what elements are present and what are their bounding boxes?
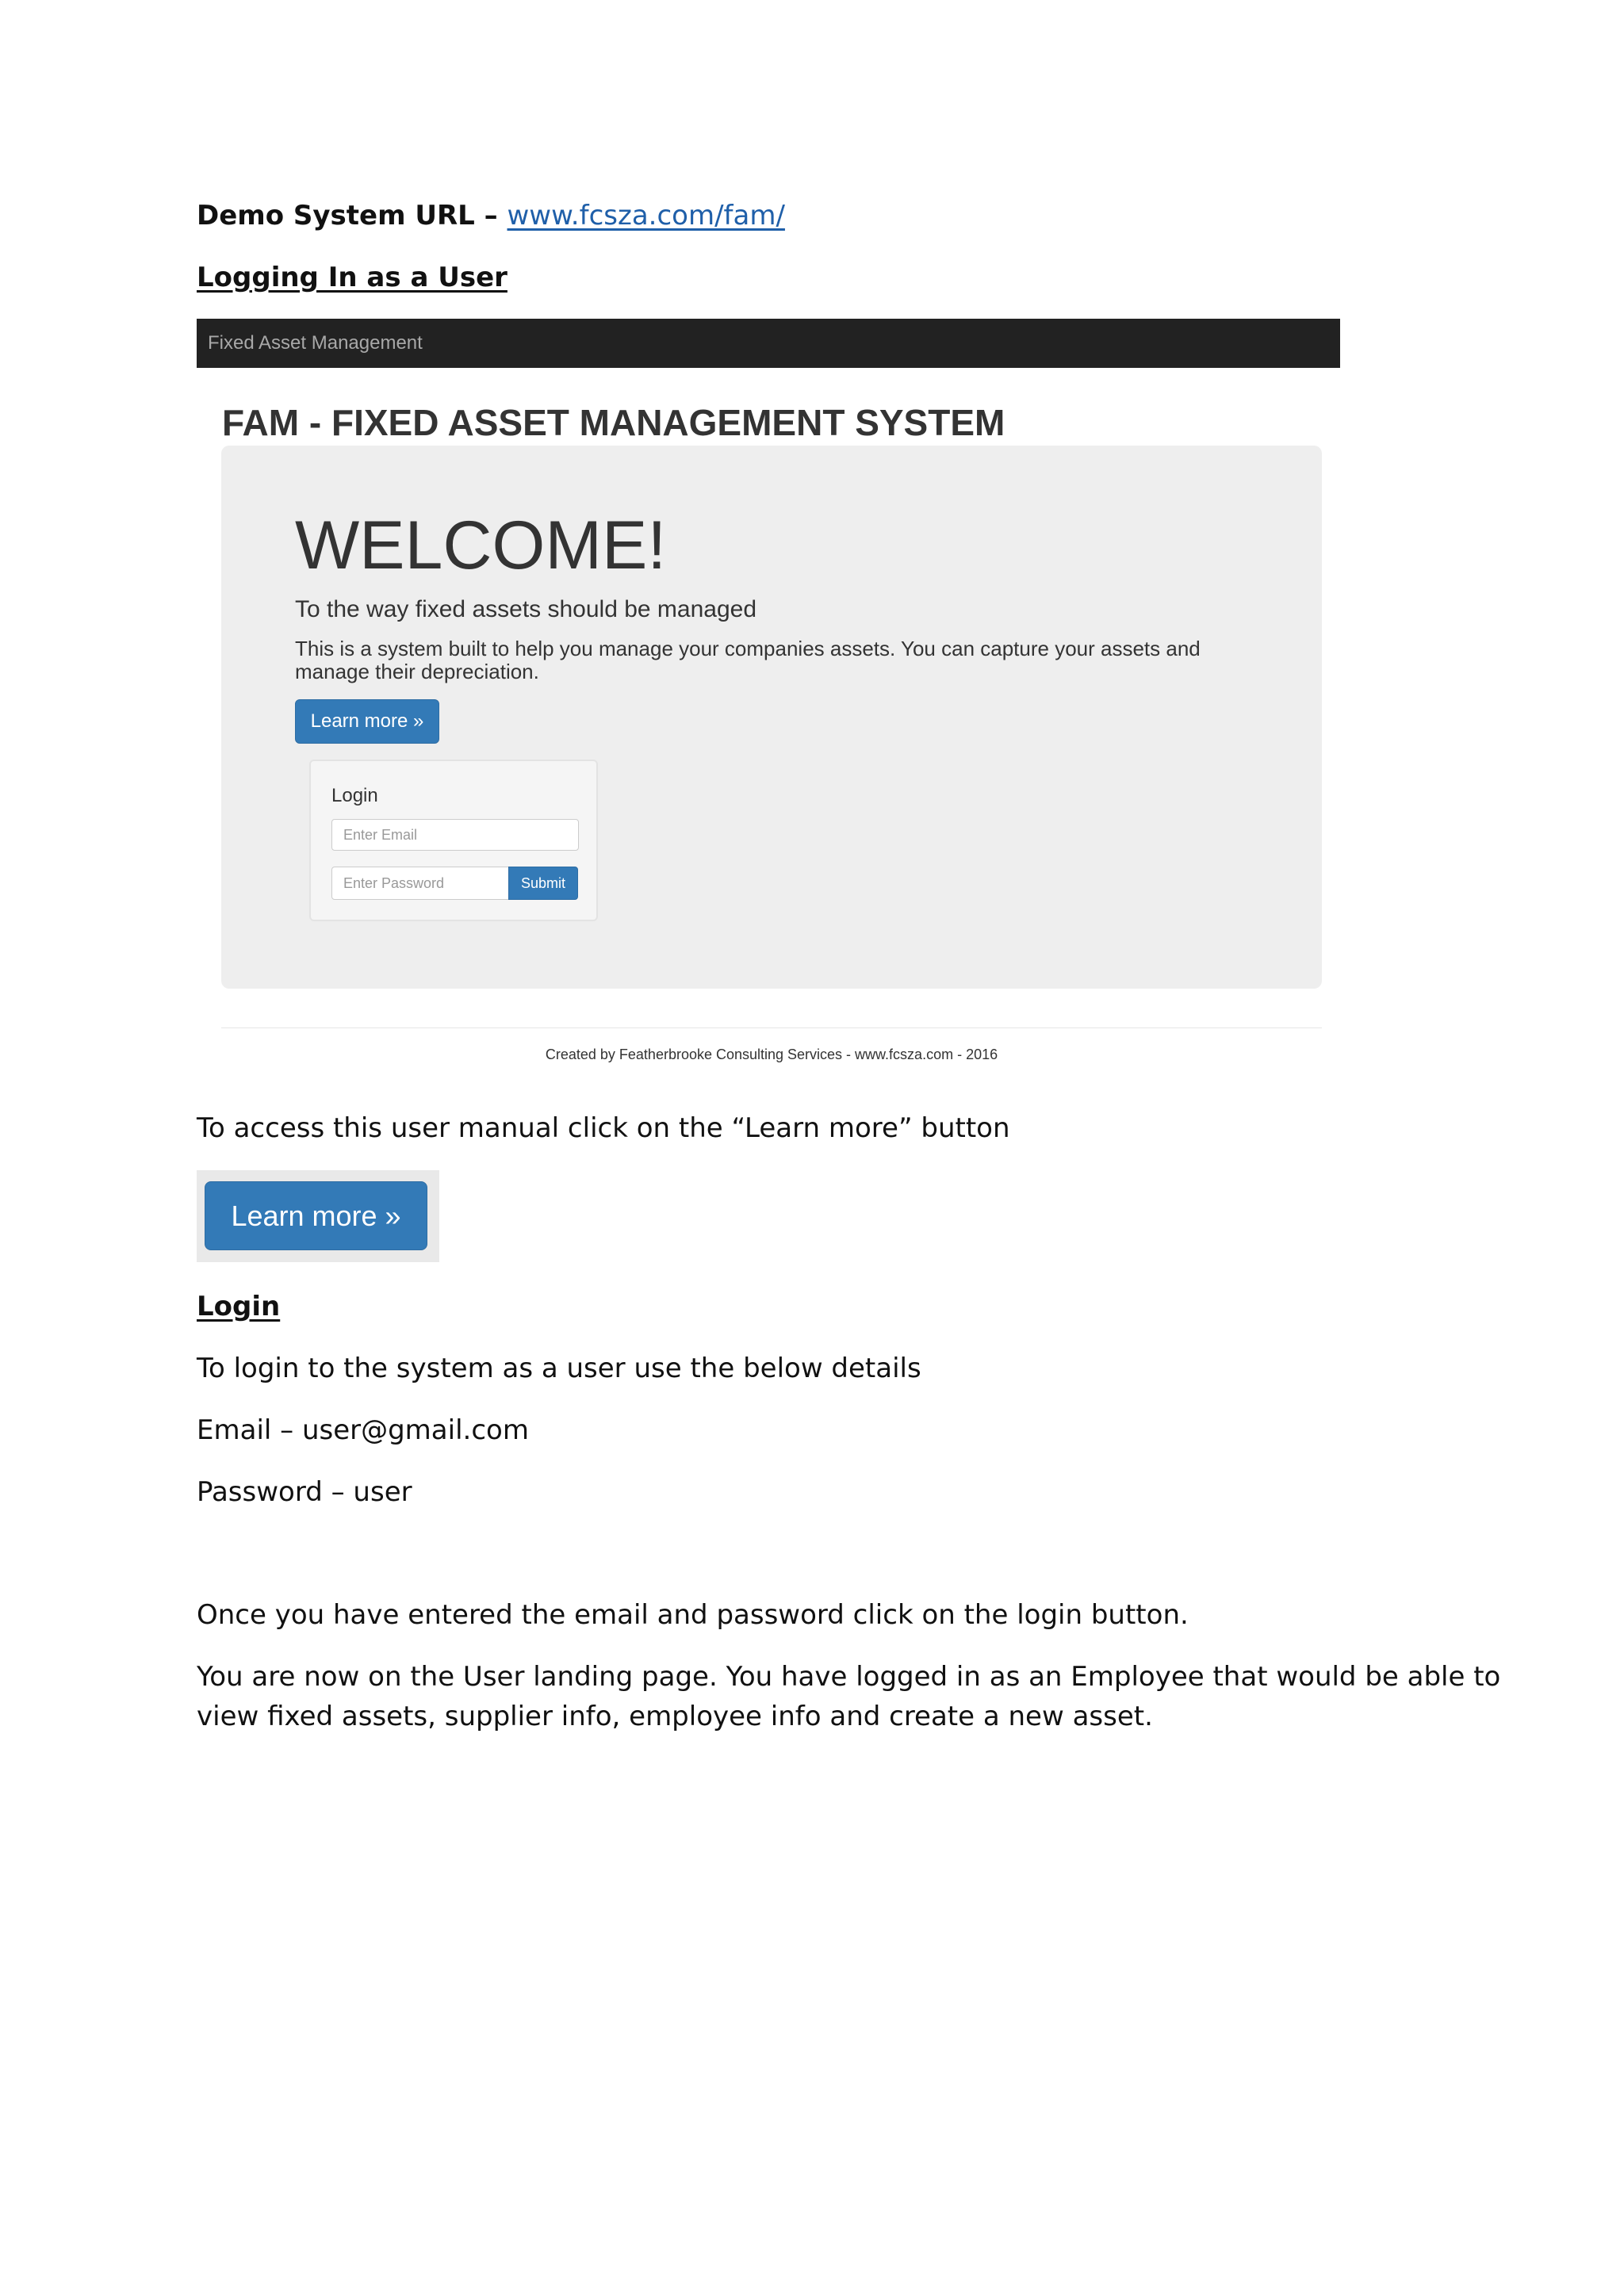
screenshot-submit-button[interactable]: Submit: [508, 867, 578, 900]
learn-more-button[interactable]: Learn more »: [205, 1181, 427, 1250]
screenshot-login-title: Login: [331, 785, 378, 806]
entered-instructions: Once you have entered the email and password click on the login button.: [197, 1599, 1189, 1631]
screenshot-welcome: WELCOME!: [295, 507, 667, 584]
screenshot-footer-divider: [221, 1027, 1322, 1028]
login-heading: Login: [197, 1291, 281, 1322]
demo-url-line: [197, 196, 785, 235]
access-manual-text: To access this user manual click on the “Learn more” button: [197, 1112, 1010, 1144]
screenshot-page-title: FAM - FIXED ASSET MANAGEMENT SYSTEM: [222, 402, 1005, 443]
screenshot-navbar: Fixed Asset Management: [197, 319, 1340, 368]
demo-url-link[interactable]: www.fcsza.com/fam/: [507, 200, 785, 232]
email-detail: Email – user@gmail.com: [197, 1414, 529, 1446]
logging-in-heading: Logging In as a User: [197, 262, 508, 293]
screenshot-password-input[interactable]: Enter Password: [331, 867, 509, 900]
screenshot-email-input[interactable]: Enter Email: [331, 819, 579, 851]
login-instructions: To login to the system as a user use the below details: [197, 1353, 921, 1384]
screenshot-lead: To the way fixed assets should be managed: [295, 596, 757, 622]
screenshot-description: This is a system built to help you manage your companies assets. You can capture your assets and manage their depreciation.: [295, 637, 1201, 683]
landing-text-line-1: You are now on the User landing page. You have logged in as an Employee that would be able to: [197, 1661, 1501, 1693]
screenshot-footer: Created by Featherbrooke Consulting Services - www.fcsza.com - 2016: [545, 1047, 998, 1062]
landing-text-line-2: view fixed assets, supplier info, employee info and create a new asset.: [197, 1701, 1153, 1732]
screenshot-learn-more-button[interactable]: Learn more »: [295, 699, 439, 744]
password-detail: Password – user: [197, 1476, 412, 1508]
demo-url-label: Demo System URL –: [197, 200, 508, 232]
